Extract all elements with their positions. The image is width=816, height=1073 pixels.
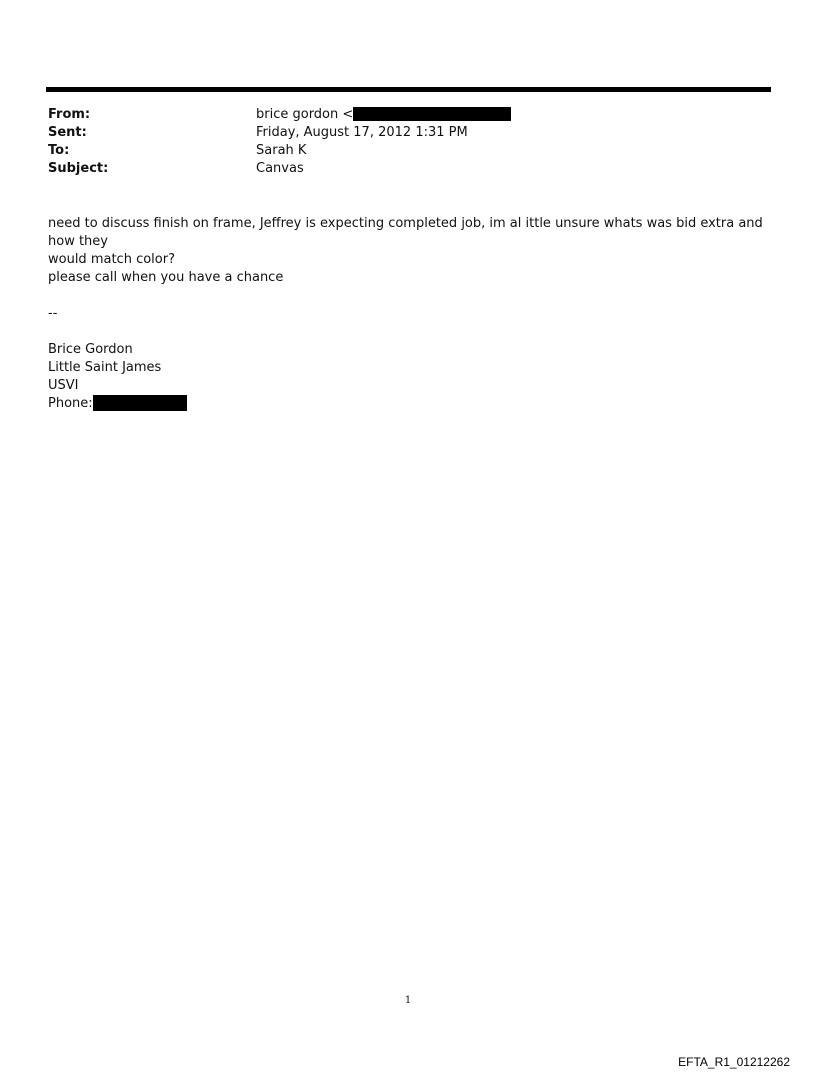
sent-value: Friday, August 17, 2012 1:31 PM [256,125,468,140]
subject-row [48,160,768,178]
from-value [256,106,511,124]
to-value: Sarah K [256,143,307,158]
redacted-phone [93,395,187,411]
sent-row [48,124,768,142]
signature-name: Brice Gordon [48,342,133,357]
body-line-1: need to discuss finish on frame, Jeffrey is expecting completed job, im al ittle unsure whats was bid extra and how they [48,216,763,249]
phone-label: Phone: [48,396,93,411]
page-number: 1 [404,995,412,1006]
redacted-email [353,107,511,121]
from-label: From: [48,107,91,122]
body-line-2: would match color? [48,252,175,267]
from-row [48,106,768,124]
signature-location: Little Saint James [48,360,162,375]
email-header [48,106,768,178]
to-row [48,142,768,160]
from-name: brice gordon < [256,107,354,122]
to-label: To: [48,143,70,158]
header-divider [46,87,771,92]
signature-region: USVI [48,378,79,393]
body-line-3: please call when you have a chance [48,270,284,285]
subject-label: Subject: [48,161,109,176]
signature-phone-row [48,395,187,413]
signature-separator: -- [48,306,58,321]
subject-value: Canvas [256,161,304,176]
signature-block [48,341,187,413]
sent-label: Sent: [48,125,87,140]
document-id: EFTA_R1_01212262 [678,1055,790,1069]
email-body [48,215,773,287]
